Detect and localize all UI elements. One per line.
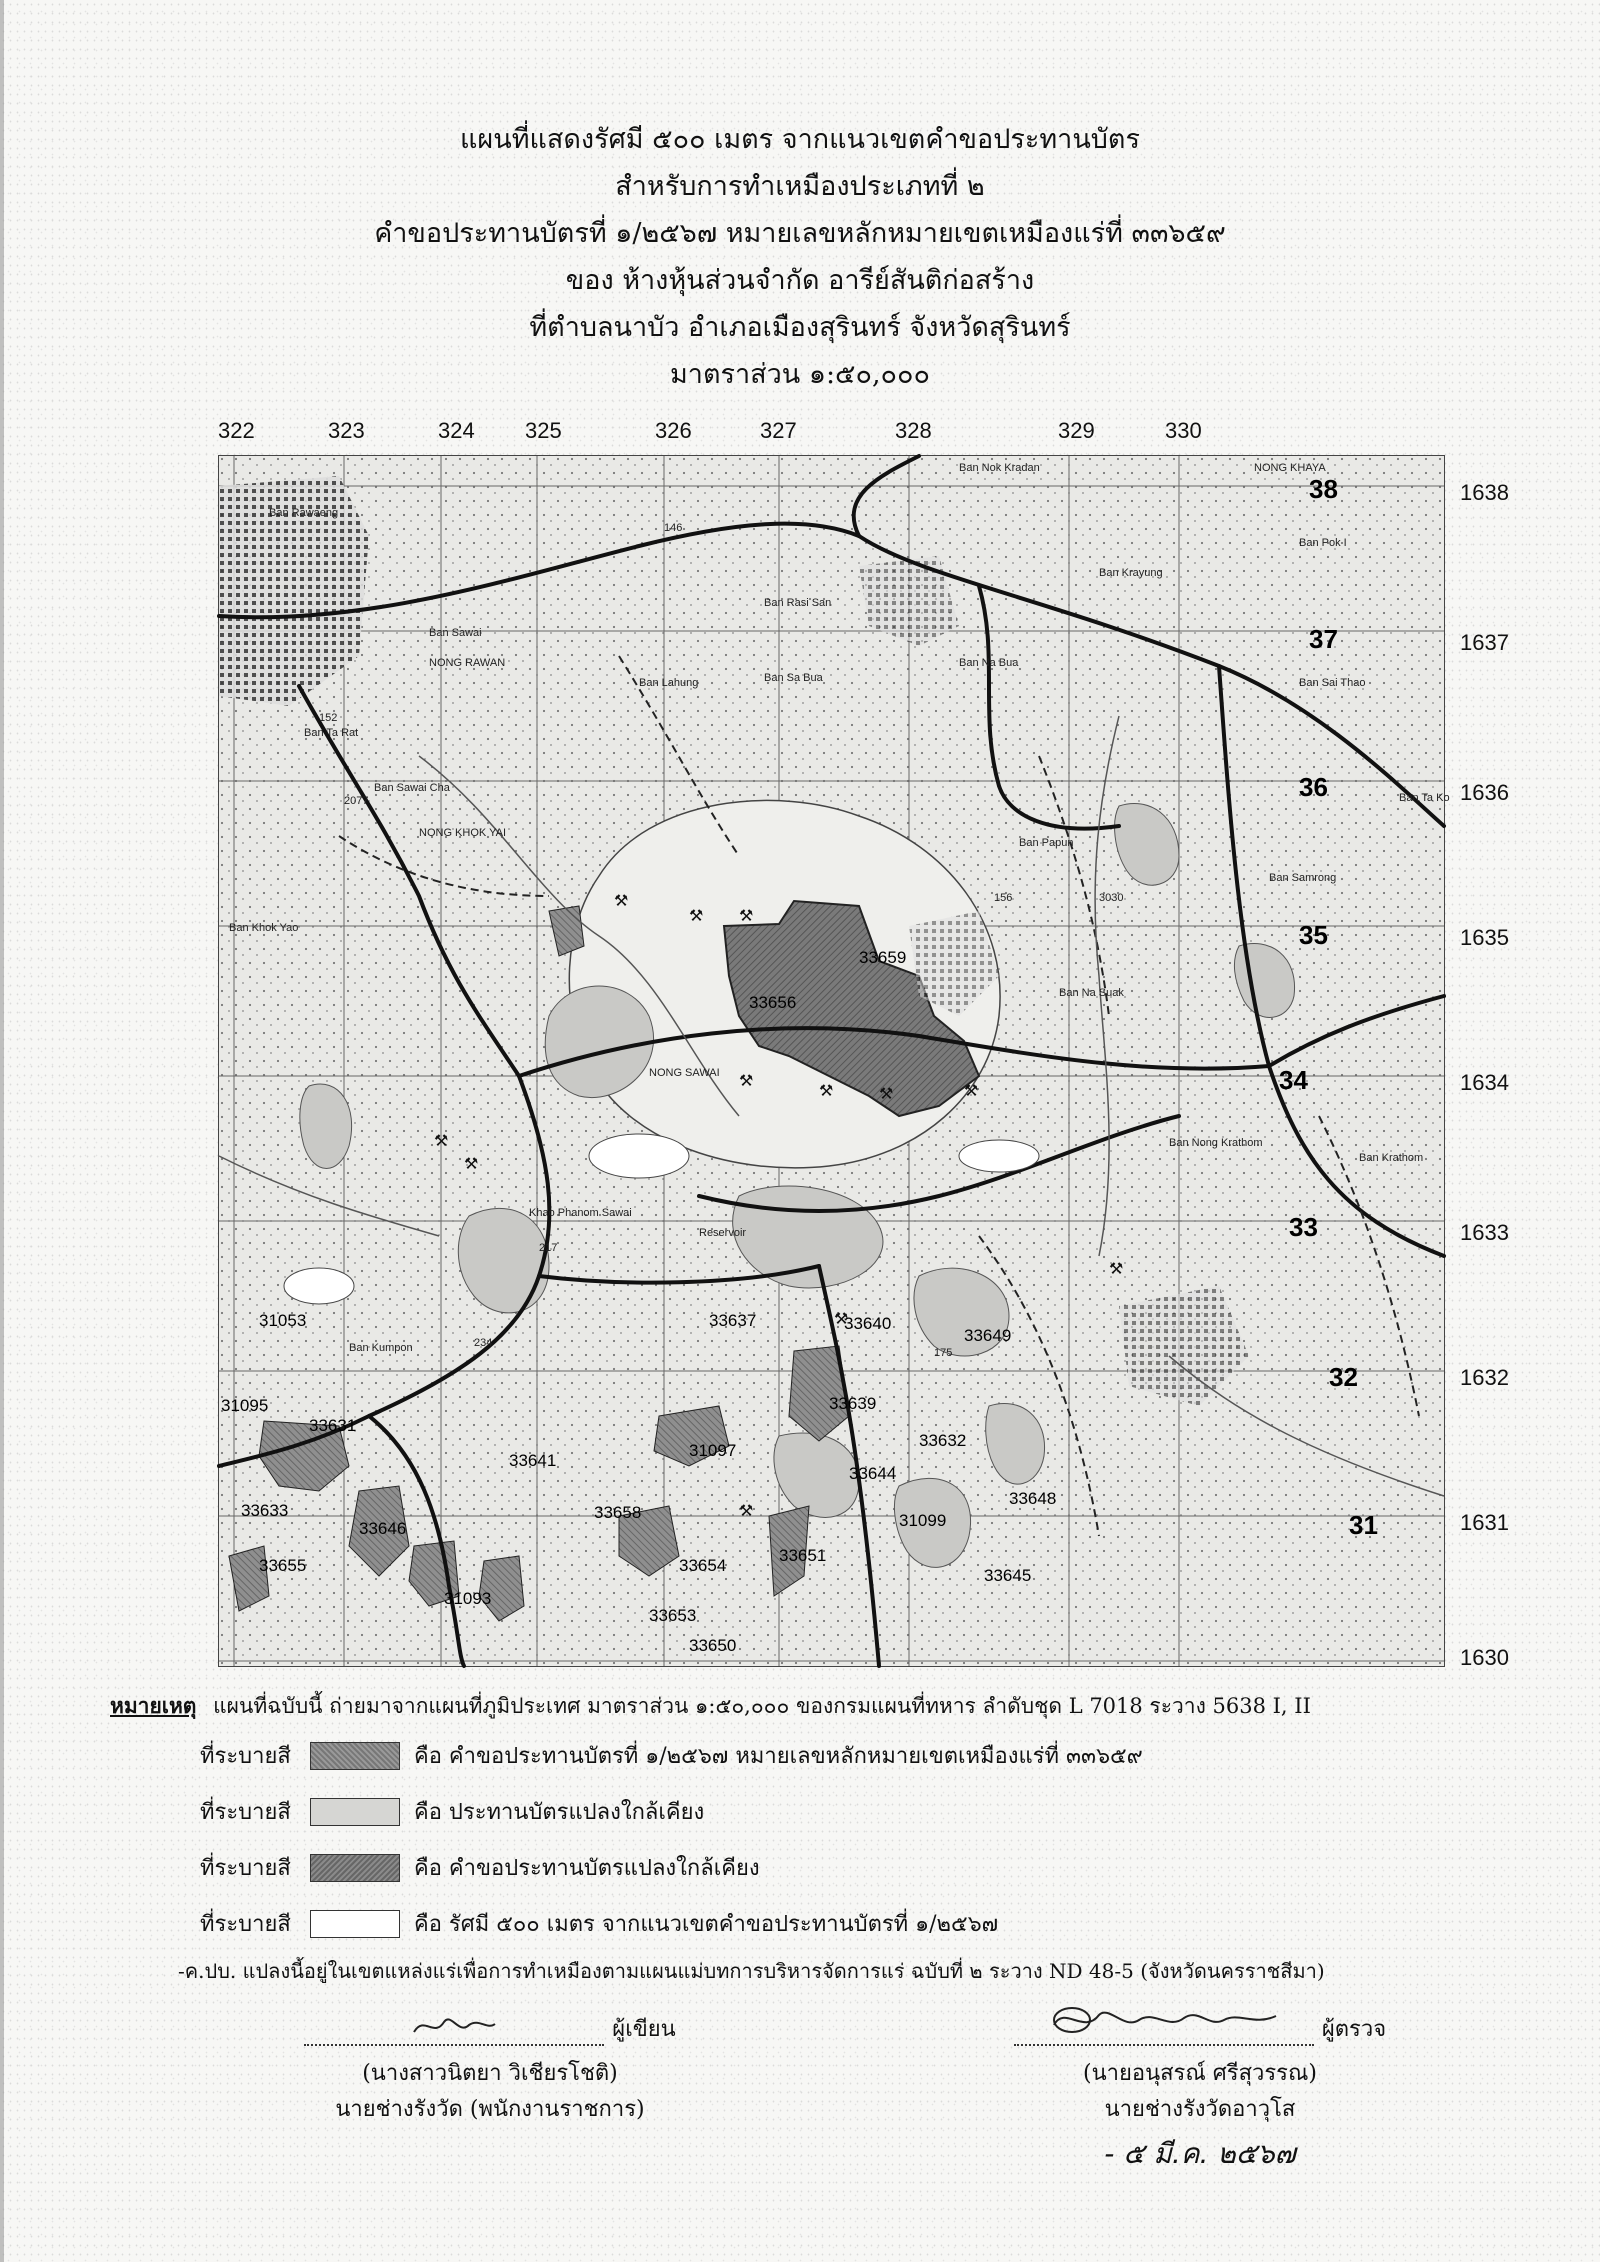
legend-prefix: ที่ระบายสี — [200, 1912, 291, 1937]
checker-signature-line — [1014, 2014, 1314, 2046]
legend-prefix: ที่ระบายสี — [200, 1800, 291, 1825]
place-name: Ban Sai Thao — [1299, 677, 1366, 689]
place-name: Ban Krathom — [1359, 1152, 1424, 1164]
plot-label: 33637 — [709, 1311, 757, 1330]
svg-text:⚒: ⚒ — [739, 906, 754, 925]
plot-label: 33648 — [1009, 1489, 1057, 1508]
place-name: Ban Lahung — [639, 677, 699, 689]
plot-label: 33640 — [844, 1314, 892, 1333]
northing-tick: 1631 — [1460, 1510, 1509, 1535]
plot-label: 33653 — [649, 1606, 697, 1625]
place-name: Ban Nong Krathom — [1169, 1137, 1263, 1149]
reservoir — [959, 1140, 1039, 1172]
title-line-1: แผนที่แสดงรัศมี ๕๐๐ เมตร จากแนวเขตคำขอประทานบัตร — [460, 124, 1140, 155]
main-plot-label: 33659 — [859, 948, 907, 967]
plot-label: 33644 — [849, 1464, 897, 1483]
easting-tick: 325 — [525, 418, 562, 443]
legend-row — [200, 1850, 760, 1885]
legend-swatch-adjacent — [310, 1854, 400, 1882]
road-number: 146 — [664, 522, 683, 534]
plot-label: 33654 — [679, 1556, 727, 1575]
place-name: Ban Khok Yao — [229, 922, 299, 934]
grid-number: 31 — [1349, 1510, 1378, 1540]
place-name: NONG RAWAN — [429, 657, 506, 669]
svg-text:⚒: ⚒ — [614, 891, 629, 910]
legend-row — [200, 1794, 704, 1829]
writer-name: (นางสาวนิตยา วิเชียรโชติ) — [362, 2061, 618, 2086]
reservoir — [284, 1268, 354, 1304]
place-name: NONG KHAYA — [1254, 462, 1326, 474]
plot-label: 33656 — [749, 993, 797, 1012]
writer-signature-line — [304, 2014, 604, 2046]
grid-number: 32 — [1329, 1362, 1358, 1392]
footnote: -ค.ปบ. แปลงนี้อยู่ในเขตแหล่งแร่เพื่อการทำเหมืองตามแผนแม่บทการบริหารจัดการแร่ ฉบับที่ ๒ ระวาง ND 48-5 (จังหวัดนครราชสีมา) — [178, 1959, 1325, 1983]
plot-label: 31095 — [221, 1396, 269, 1415]
legend-swatch-granted — [310, 1798, 400, 1826]
plot-label: 33658 — [594, 1503, 642, 1522]
svg-text:⚒: ⚒ — [834, 1309, 849, 1328]
title-line-3: คำขอประทานบัตรที่ ๑/๒๕๖๗ หมายเลขหลักหมายเขตเหมืองแร่ที่ ๓๓๖๕๙ — [374, 218, 1226, 249]
place-name: Ban Sawai — [429, 627, 482, 639]
grid-number: 35 — [1299, 920, 1328, 950]
plot-label: 31093 — [444, 1589, 492, 1608]
checker-position: นายช่างรังวัดอาวุโส — [1104, 2097, 1296, 2122]
road-number: 217 — [539, 1242, 558, 1254]
title-line-5: ที่ตำบลนาบัว อำเภอเมืองสุรินทร์ จังหวัดสุรินทร์ — [529, 312, 1071, 343]
easting-tick: 327 — [760, 418, 797, 443]
easting-tick: 323 — [328, 418, 365, 443]
place-name: Ban Rasi San — [764, 597, 832, 609]
road-number: 156 — [994, 892, 1013, 904]
place-name: Ban Na Suak — [1059, 987, 1124, 999]
easting-tick: 328 — [895, 418, 932, 443]
northing-tick: 1638 — [1460, 480, 1509, 505]
northing-tick: 1632 — [1460, 1365, 1509, 1390]
map-scale: มาตราส่วน ๑:๕๐,๐๐๐ — [669, 359, 930, 390]
place-name: Ban Samrong — [1269, 872, 1337, 884]
place-name: NONG KHOK YAI — [419, 827, 507, 839]
road-number: 2077 — [344, 795, 369, 807]
place-name: Ban Sa Bua — [764, 672, 823, 684]
checker-name: (นายอนุสรณ์ ศรีสุวรรณ) — [1083, 2061, 1317, 2086]
easting-tick: 324 — [438, 418, 475, 443]
plot-label: 31053 — [259, 1311, 307, 1330]
road-number: 152 — [319, 712, 338, 724]
note-text: แผนที่ฉบับนี้ ถ่ายมาจากแผนที่ภูมิประเทศ มาตราส่วน ๑:๕๐,๐๐๐ ของกรมแผนที่ทหาร ลำดับชุด L 7018 ระวาง 5638 I, II — [213, 1694, 1311, 1718]
place-name: Ban Ta Rat — [304, 727, 359, 739]
place-name: Ban Rawaeng — [269, 507, 339, 519]
title-line-4: ของ ห้างหุ้นส่วนจำกัด อารีย์สันติก่อสร้าง — [565, 265, 1035, 296]
svg-text:⚒: ⚒ — [689, 906, 704, 925]
northing-tick: 1637 — [1460, 630, 1509, 655]
plot-label: 33646 — [359, 1519, 407, 1538]
place-name: Ban Na Bua — [959, 657, 1019, 669]
easting-tick: 329 — [1058, 418, 1095, 443]
plot-label: 33641 — [509, 1451, 557, 1470]
northing-tick: 1633 — [1460, 1220, 1509, 1245]
legend-swatch-radius — [310, 1910, 400, 1938]
svg-text:⚒: ⚒ — [1109, 1259, 1124, 1278]
place-name: Ban Ta Ko — [1399, 792, 1450, 804]
legend-text: คือ ประทานบัตรแปลงใกล้เคียง — [414, 1800, 705, 1825]
title-line-2: สำหรับการทำเหมืองประเภทที่ ๒ — [615, 171, 985, 202]
place-name: Ban Papun — [1019, 837, 1074, 849]
svg-text:⚒: ⚒ — [434, 1131, 449, 1150]
place-name: Khao Phanom Sawai — [529, 1207, 632, 1219]
legend-prefix: ที่ระบายสี — [200, 1856, 291, 1881]
topographic-map[interactable] — [218, 455, 1450, 1667]
checker-role: ผู้ตรวจ — [1321, 2017, 1387, 2042]
legend-row — [200, 1906, 998, 1941]
place-name: Ban Nok Kradan — [959, 462, 1040, 474]
northing-tick: 1636 — [1460, 780, 1509, 805]
grid-number: 33 — [1289, 1212, 1318, 1242]
writer-signature-block — [260, 2000, 720, 2128]
northing-tick: 1635 — [1460, 925, 1509, 950]
legend-text: คือ รัศมี ๕๐๐ เมตร จากแนวเขตคำขอประทานบัตรที่ ๑/๒๕๖๗ — [414, 1912, 999, 1937]
place-name: Ban Pok I — [1299, 537, 1347, 549]
writer-signature — [409, 2010, 499, 2040]
legend-text: คือ คำขอประทานบัตรที่ ๑/๒๕๖๗ หมายเลขหลักหมายเขตเหมืองแร่ที่ ๓๓๖๕๙ — [414, 1744, 1143, 1769]
writer-role: ผู้เขียน — [612, 2017, 676, 2042]
note-heading: หมายเหตุ — [110, 1693, 197, 1718]
grid-number: 34 — [1279, 1065, 1308, 1095]
plot-label: 33649 — [964, 1326, 1012, 1345]
plot-label: 33651 — [779, 1546, 827, 1565]
plot-label: 33632 — [919, 1431, 967, 1450]
plot-label: 33655 — [259, 1556, 307, 1575]
plot-label: 33633 — [241, 1501, 289, 1520]
svg-text:⚒: ⚒ — [819, 1081, 834, 1100]
easting-tick: 326 — [655, 418, 692, 443]
northing-tick: 1634 — [1460, 1070, 1509, 1095]
legend-row — [200, 1738, 1143, 1773]
svg-text:⚒: ⚒ — [739, 1501, 754, 1520]
plot-label: 31097 — [689, 1441, 737, 1460]
checker-date: - ๕ มี.ค. ๒๕๖๗ — [1104, 2137, 1296, 2170]
grid-number: 38 — [1309, 474, 1338, 504]
road-number: 3030 — [1099, 892, 1124, 904]
plot-label: 33631 — [309, 1416, 357, 1435]
grid-number: 36 — [1299, 772, 1328, 802]
easting-tick: 322 — [218, 418, 255, 443]
easting-tick: 330 — [1165, 418, 1202, 443]
writer-position: นายช่างรังวัด (พนักงานราชการ) — [335, 2097, 645, 2122]
checker-signature-block — [960, 2000, 1440, 2172]
grid-number: 37 — [1309, 624, 1338, 654]
svg-text:⚒: ⚒ — [739, 1071, 754, 1090]
svg-text:⚒: ⚒ — [964, 1081, 979, 1100]
road-number: 234 — [474, 1337, 493, 1349]
place-name: Ban Kumpon — [349, 1342, 413, 1354]
title-block — [0, 120, 1600, 402]
place-name: Reservoir — [699, 1227, 747, 1239]
place-name: Ban Sawai Cha — [374, 782, 450, 794]
legend-prefix: ที่ระบายสี — [200, 1744, 291, 1769]
place-name: Ban Krayung — [1099, 567, 1163, 579]
checker-signature — [1044, 2000, 1284, 2040]
plot-label: 33650 — [689, 1636, 737, 1655]
map-canvas — [219, 456, 1450, 1666]
plot-label: 33639 — [829, 1394, 877, 1413]
legend-swatch-main — [310, 1742, 400, 1770]
northing-tick: 1630 — [1460, 1645, 1509, 1670]
reservoir — [589, 1134, 689, 1178]
map-note — [110, 1690, 1311, 1723]
svg-text:⚒: ⚒ — [879, 1084, 894, 1103]
plot-label: 33645 — [984, 1566, 1032, 1585]
svg-text:⚒: ⚒ — [464, 1154, 479, 1173]
road-number: 175 — [934, 1347, 953, 1359]
plot-label: 31099 — [899, 1511, 947, 1530]
place-name: NONG SAWAI — [649, 1067, 720, 1079]
legend-text: คือ คำขอประทานบัตรแปลงใกล้เคียง — [414, 1856, 760, 1881]
